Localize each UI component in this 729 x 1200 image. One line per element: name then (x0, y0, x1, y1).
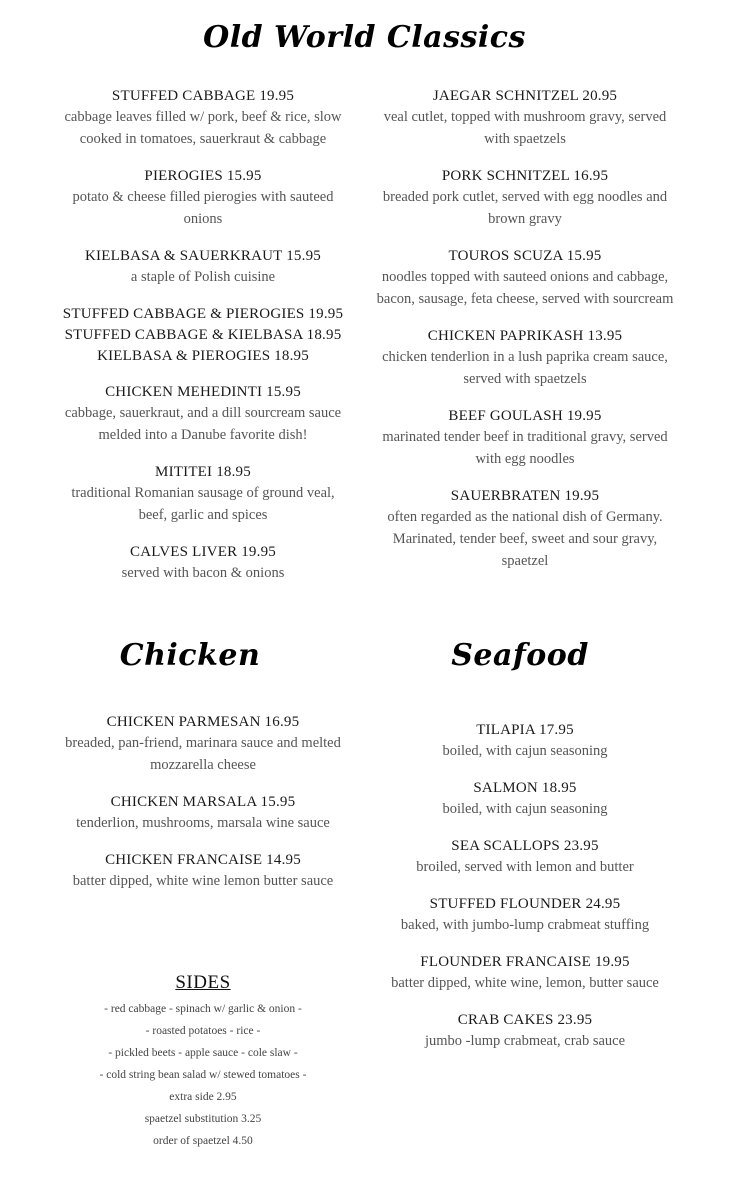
menu-item (62, 542, 344, 584)
sides-line: - roasted potatoes - rice - (145, 1025, 261, 1037)
menu-item-description: baked, with jumbo-lump crabmeat stuffing (400, 917, 650, 933)
sides-line: extra side 2.95 (169, 1091, 237, 1103)
menu-item-description: potato & cheese filled pierogies with sauteed onions (72, 189, 334, 227)
menu-item-description: noodles topped with sauteed onions and cabbage, bacon, sausage, feta cheese, served with sourcream (376, 269, 674, 307)
menu-item-name: CHICKEN MARSALA 15.95 (110, 794, 296, 810)
menu-item-description: tenderlion, mushrooms, marsala wine sauce (76, 815, 330, 831)
menu-item (370, 778, 680, 820)
menu-item (62, 462, 344, 526)
menu-item (370, 952, 680, 994)
sides-line: spaetzel substitution 3.25 (144, 1113, 262, 1125)
menu-item (370, 86, 680, 150)
menu-item (370, 836, 680, 878)
menu-item-name: PORK SCHNITZEL 16.95 (441, 168, 609, 184)
menu-item-description: batter dipped, white wine lemon butter sauce (72, 873, 334, 889)
menu-item (62, 712, 344, 776)
menu-item (370, 894, 680, 936)
classics-left-column (62, 86, 344, 600)
menu-item-description: veal cutlet, topped with mushroom gravy, served with spaetzels (383, 109, 667, 147)
menu-item-description: often regarded as the national dish of Germany. Marinated, tender beef, sweet and sour gravy, spaetzel (387, 509, 663, 569)
menu-item (370, 326, 680, 390)
sides-line: - cold string bean salad w/ stewed tomatoes - (99, 1069, 307, 1081)
menu-item-name: SAUERBRATEN 19.95 (450, 488, 600, 504)
menu-item-description: served with bacon & onions (121, 565, 285, 581)
menu-item-name: STUFFED CABBAGE & PIEROGIES 19.95 (62, 306, 344, 322)
classics-right-column (370, 86, 680, 588)
sides-line: - red cabbage - spinach w/ garlic & onion - (104, 1003, 302, 1015)
menu-item-description: marinated tender beef in traditional gravy, served with egg noodles (382, 429, 668, 467)
menu-item-description: chicken tenderlion in a lush paprika cream sauce, served with spaetzels (382, 349, 668, 387)
menu-item-name: TOUROS SCUZA 15.95 (448, 248, 602, 264)
menu-item-name: SALMON 18.95 (473, 780, 577, 796)
menu-item-description: broiled, served with lemon and butter (416, 859, 634, 875)
chicken-column (62, 712, 344, 908)
menu-item (370, 406, 680, 470)
menu-item-name: STUFFED FLOUNDER 24.95 (429, 896, 621, 912)
sides-section (62, 972, 344, 1152)
menu-item-description: a staple of Polish cuisine (130, 269, 276, 285)
menu-item-description: boiled, with cajun seasoning (442, 743, 608, 759)
menu-item (370, 166, 680, 230)
menu-item (62, 166, 344, 230)
menu-item (62, 86, 344, 150)
menu-item (62, 246, 344, 288)
menu-item (370, 720, 680, 762)
chicken-heading: Chicken (119, 638, 261, 673)
menu-item-name: CHICKEN PAPRIKASH 13.95 (427, 328, 623, 344)
menu-item (370, 246, 680, 310)
menu-item-name: KIELBASA & SAUERKRAUT 15.95 (85, 248, 321, 264)
sides-line: - pickled beets - apple sauce - cole slaw - (108, 1047, 298, 1059)
menu-item-name: CRAB CAKES 23.95 (457, 1012, 593, 1028)
menu-item (62, 304, 344, 324)
menu-item-name: SEA SCALLOPS 23.95 (451, 838, 599, 854)
menu-item-name: CALVES LIVER 19.95 (130, 544, 276, 560)
menu-item-description: breaded, pan-friend, marinara sauce and melted mozzarella cheese (65, 735, 341, 773)
menu-item-description: traditional Romanian sausage of ground veal, beef, garlic and spices (71, 485, 335, 523)
menu-item-name: CHICKEN MEHEDINTI 15.95 (105, 384, 301, 400)
menu-item-name: STUFFED CABBAGE 19.95 (111, 88, 295, 104)
menu-item (62, 792, 344, 834)
menu-item-description: cabbage leaves filled w/ pork, beef & rice, slow cooked in tomatoes, sauerkraut & cabbage (64, 109, 342, 147)
menu-item-name: CHICKEN PARMESAN 16.95 (106, 714, 300, 730)
menu-item-description: batter dipped, white wine, lemon, butter sauce (391, 975, 659, 991)
seafood-heading: Seafood (451, 638, 589, 673)
menu-item-description: boiled, with cajun seasoning (442, 801, 608, 817)
menu-item (62, 346, 344, 366)
menu-item-name: JAEGAR SCHNITZEL 20.95 (432, 88, 618, 104)
old-world-classics-heading: Old World Classics (203, 20, 526, 55)
menu-item (62, 850, 344, 892)
sides-line: order of spaetzel 4.50 (153, 1135, 253, 1147)
menu-item-description: breaded pork cutlet, served with egg noodles and brown gravy (382, 189, 668, 227)
menu-item (370, 486, 680, 572)
menu-item-name: PIEROGIES 15.95 (144, 168, 262, 184)
menu-item-name: CHICKEN FRANCAISE 14.95 (105, 852, 301, 868)
menu-item-description: jumbo -lump crabmeat, crab sauce (424, 1033, 626, 1049)
seafood-column (370, 720, 680, 1068)
sides-title: SIDES (175, 972, 231, 993)
menu-item-name: BEEF GOULASH 19.95 (448, 408, 602, 424)
menu-item-name: FLOUNDER FRANCAISE 19.95 (420, 954, 630, 970)
menu-item-description: cabbage, sauerkraut, and a dill sourcream sauce melded into a Danube favorite dish! (64, 405, 342, 443)
menu-item-name: STUFFED CABBAGE & KIELBASA 18.95 (64, 327, 342, 343)
menu-item-name: TILAPIA 17.95 (476, 722, 574, 738)
menu-item (370, 1010, 680, 1052)
menu-item-name: KIELBASA & PIEROGIES 18.95 (97, 348, 309, 364)
menu-item-name: MITITEI 18.95 (155, 464, 251, 480)
menu-item (62, 325, 344, 345)
menu-item (62, 382, 344, 446)
